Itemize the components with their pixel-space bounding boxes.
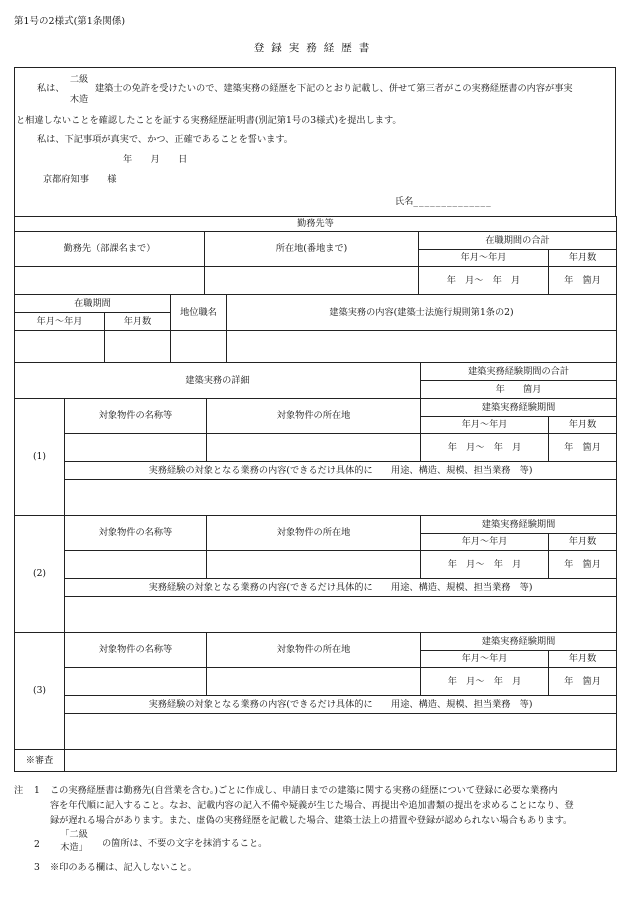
work-content-label: 実務経験の対象となる業務の内容(できるだけ具体的に 用途、構造、規模、担当業務 等): [65, 579, 617, 597]
total-period-header: 在職期間の合計: [419, 232, 617, 250]
from-to-input[interactable]: 年 月～ 年 月: [421, 434, 549, 462]
address-input[interactable]: [205, 267, 419, 295]
from-to-header: 年月～年月: [419, 250, 549, 267]
company-input[interactable]: [15, 267, 205, 295]
experience-period-header: 建築実務経験期間: [421, 516, 617, 534]
grade-selector: [65, 74, 93, 105]
document-title: 登録実務経歴書: [253, 42, 377, 54]
from-to-input[interactable]: 年 月～ 年 月: [421, 668, 549, 696]
date-line: 年 月 日: [123, 154, 188, 165]
years-header: 年月数: [549, 417, 617, 434]
total-years-input[interactable]: 年 箇月: [549, 267, 617, 295]
work-content-input[interactable]: [65, 597, 617, 633]
property-name-header: 対象物件の名称等: [65, 633, 207, 668]
workplace-section-title: 勤務先等: [15, 217, 617, 232]
property-name-header: 対象物件の名称等: [65, 399, 207, 434]
work-content-label: 実務経験の対象となる業務の内容(できるだけ具体的に 用途、構造、規模、担当業務 等): [65, 696, 617, 714]
property-name-header: 対象物件の名称等: [65, 516, 207, 551]
name-blank: ______________: [413, 196, 492, 207]
note-3-number: 3: [34, 862, 40, 873]
tenure-header: 在職期間: [15, 295, 171, 313]
property-location-input[interactable]: [207, 434, 421, 462]
note-1-number: 1: [34, 785, 40, 796]
property-location-input[interactable]: [207, 551, 421, 579]
years-input[interactable]: 年 箇月: [549, 551, 617, 579]
years-header: 年月数: [549, 250, 617, 267]
form-id: 第1号の2様式(第1条関係): [14, 16, 126, 27]
content-input[interactable]: [227, 331, 617, 363]
tenure-years-header: 年月数: [105, 313, 171, 331]
work-content-input[interactable]: [65, 714, 617, 750]
review-label: ※審査: [15, 750, 65, 772]
note-2-text: の箇所は、不要の文字を抹消すること。: [102, 838, 268, 849]
entry-number: (1): [15, 399, 65, 516]
from-to-input[interactable]: 年 月～ 年 月: [421, 551, 549, 579]
practice-details-header: 建築実務の詳細: [15, 363, 421, 399]
tenure-table: [14, 294, 617, 363]
grade-upper: 二級: [69, 74, 89, 85]
tenure-from-to-input[interactable]: [15, 331, 105, 363]
property-location-header: 対象物件の所在地: [207, 516, 421, 551]
practice-total-header: 建築実務経験期間の合計: [421, 363, 617, 381]
note-1-line-1: この実務経歴書は勤務先(自営業を含む。)ごとに作成し、申請日までの建築に関する実務の経歴について登録に必要な業務内: [50, 785, 558, 796]
from-to-header: 年月～年月: [421, 534, 549, 551]
name-label: 氏名: [395, 196, 414, 207]
tenure-years-input[interactable]: [105, 331, 171, 363]
content-header: 建築実務の内容(建築士法施行規則第1条の2): [227, 295, 617, 331]
property-location-header: 対象物件の所在地: [207, 399, 421, 434]
note-2-number: 2: [34, 839, 40, 850]
note-1-line-3: 録が遅れる場合があります。また、虚偽の実務経歴を記載した場合、建築士法上の措置や登録が認められない場合もあります。: [50, 815, 573, 826]
property-name-input[interactable]: [65, 434, 207, 462]
years-header: 年月数: [549, 534, 617, 551]
property-name-input[interactable]: [65, 668, 207, 696]
entry-number: (2): [15, 516, 65, 633]
work-content-input[interactable]: [65, 480, 617, 516]
company-header: 勤務先（部課名まで）: [15, 232, 205, 267]
workplace-table: [14, 216, 617, 295]
from-to-header: 年月～年月: [421, 651, 549, 668]
property-location-input[interactable]: [207, 668, 421, 696]
notes-prefix: 注: [14, 785, 24, 796]
note-2-grade: [50, 828, 98, 854]
years-input[interactable]: 年 箇月: [549, 668, 617, 696]
intro-line-1: 建築士の免許を受けたいので、建築実務の経歴を下記のとおり記載し、併せて第三者がこの実務経歴書の内容が事実: [95, 83, 573, 94]
address-header: 所在地(番地まで): [205, 232, 419, 267]
position-input[interactable]: [171, 331, 227, 363]
years-header: 年月数: [549, 651, 617, 668]
experience-period-header: 建築実務経験期間: [421, 633, 617, 651]
note-1-line-2: 容を年代順に記入すること。なお、記載内容の記入不備や疑義が生じた場合、再提出や追加書類の提出を求めることになり、登: [50, 800, 574, 811]
property-name-input[interactable]: [65, 551, 207, 579]
name-field[interactable]: [395, 196, 492, 208]
experience-period-header: 建築実務経験期間: [421, 399, 617, 417]
grade-lower: 木造: [69, 93, 89, 105]
total-from-to-input[interactable]: 年 月～ 年 月: [419, 267, 549, 295]
review-input: [65, 750, 617, 772]
from-to-header: 年月～年月: [421, 417, 549, 434]
intro-prefix: 私は、: [37, 83, 65, 94]
intro-line-3: 私は、下記事項が真実で、かつ、正確であることを誓います。: [37, 134, 293, 145]
property-location-header: 対象物件の所在地: [207, 633, 421, 668]
note-2-upper: 「二級: [60, 829, 88, 840]
declaration-box: [14, 67, 616, 217]
addressee: 京都府知事 様: [43, 174, 117, 185]
work-content-label: 実務経験の対象となる業務の内容(できるだけ具体的に 用途、構造、規模、担当業務 等): [65, 462, 617, 480]
position-header: 地位職名: [171, 295, 227, 331]
years-input[interactable]: 年 箇月: [549, 434, 617, 462]
practice-total-input[interactable]: 年 箇月: [421, 381, 617, 399]
entry-number: (3): [15, 633, 65, 750]
note-3-text: ※印のある欄は、記入しないこと。: [50, 862, 197, 873]
notes-section: [14, 783, 616, 875]
note-2-lower: 木造」: [60, 842, 88, 853]
tenure-from-to-header: 年月～年月: [15, 313, 105, 331]
intro-line-2: と相違しないことを確認したことを証する実務経歴証明書(別記第1号の3様式)を提出します。: [16, 115, 402, 126]
practice-table: [14, 362, 617, 772]
